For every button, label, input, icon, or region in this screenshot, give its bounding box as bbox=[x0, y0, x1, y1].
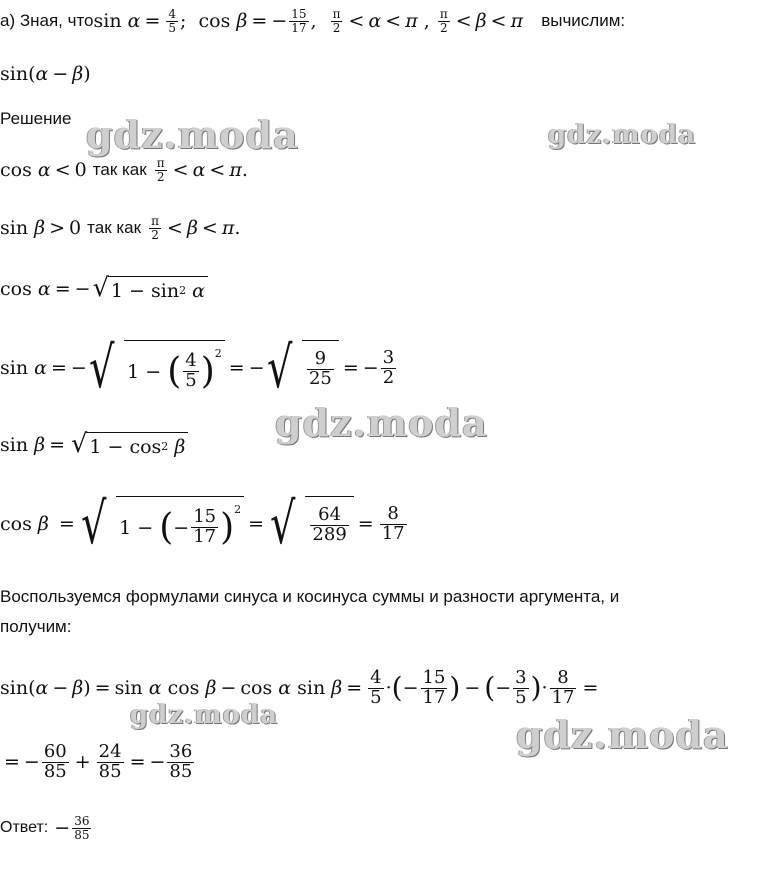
answer-label: Ответ: bbox=[0, 819, 49, 836]
watermark: gdz.moda bbox=[548, 120, 697, 150]
cos-beta-formula: cos β = √ 1 − ( − $\frac{15}{17}$ ) $^2$ = √ $\frac{64}{289}$ = $\frac{8}{17}$ bbox=[0, 490, 405, 557]
sin-alpha-formula: sin α = − √ 1 − ( $\frac{4}{5}$ ) $^2$ = − √ $\frac{9}{25}$ = − $\frac{3}{2}$ bbox=[0, 334, 395, 401]
sin-beta-formula: sin β = √ 1 − cos 2 β bbox=[0, 428, 188, 462]
watermark: gdz.moda bbox=[275, 400, 488, 445]
solution-label: Решение bbox=[0, 109, 72, 128]
problem-statement: а) Зная, что sin α = $\frac{4}{5}$ ; cos β = − $\frac{15}{17}$ , $\frac{\pi}{2}$ < α < π , $\frac{\pi}{2}$ < β < π вычислим: bbox=[0, 6, 626, 35]
watermark: gdz.moda bbox=[86, 112, 299, 157]
cos-alpha-sign: cos α < 0 так как $\frac{\pi}{2}$ < α < π . bbox=[0, 155, 248, 184]
result-computation: = − $\frac{60}{85}$ + $\frac{24}{85}$ = − $\frac{36}{85}$ bbox=[4, 740, 193, 782]
problem-prefix: а) Зная, что bbox=[0, 11, 94, 30]
problem-suffix: вычислим: bbox=[541, 11, 626, 30]
explanation-line-1: Воспользуемся формулами синуса и косинуса суммы и разности аргумента, и bbox=[0, 587, 620, 606]
main-computation: sin( α − β ) = sin α cos β − cos α sin β = $\frac{4}{5}$ · ( − $\frac{15}{17}$ ) − ( − $\frac{3}{5}$ ) · $\frac{8}{17}$ = bbox=[0, 666, 599, 708]
sin-beta-sign: sin β > 0 так как $\frac{\pi}{2}$ < β < π . bbox=[0, 213, 241, 242]
target-expression: sin( α − β ) bbox=[0, 63, 91, 85]
watermark: gdz.moda bbox=[130, 700, 279, 730]
cos-alpha-formula: cos α = − √ 1 − sin 2 α bbox=[0, 272, 208, 306]
explanation-line-2: получим: bbox=[0, 617, 72, 636]
answer: Ответ: − $\frac{36}{85}$ bbox=[0, 813, 90, 842]
watermark: gdz.moda bbox=[516, 712, 729, 757]
sin-sign-text: так как bbox=[87, 218, 142, 237]
cos-sign-text: так как bbox=[92, 160, 147, 179]
